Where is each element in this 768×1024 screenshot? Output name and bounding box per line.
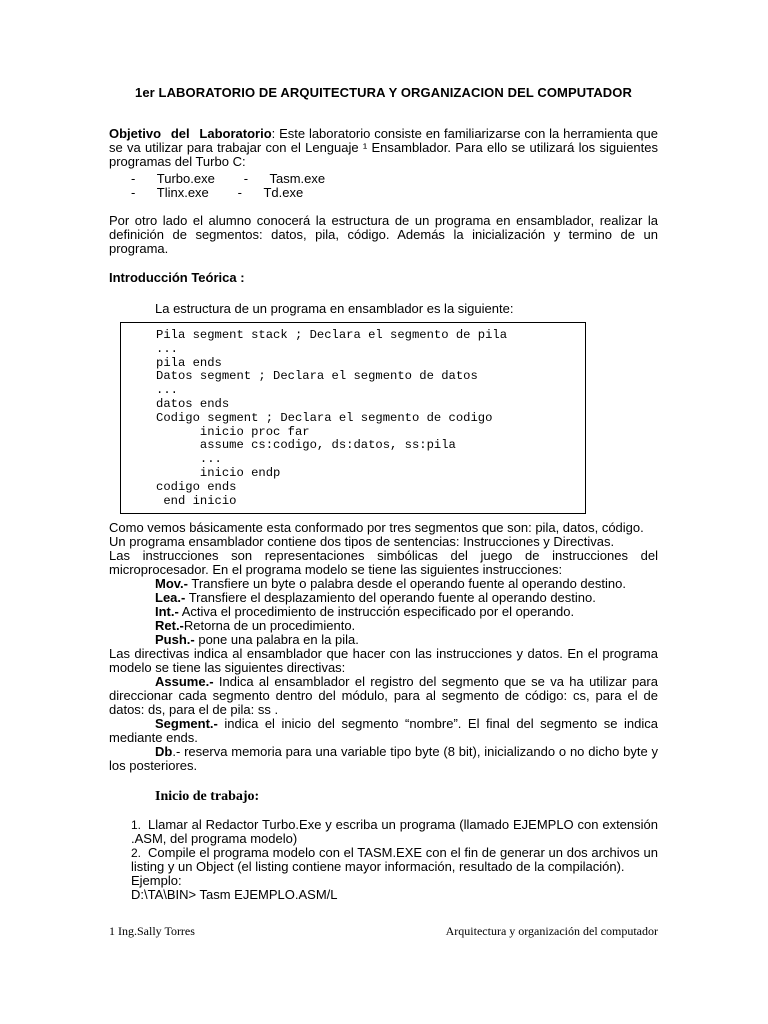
instruction-desc: Transfiere un byte o palabra desde el operando fuente al operando destino. — [187, 576, 626, 591]
intro-text-block — [109, 521, 658, 773]
trabajo-heading: Inicio de trabajo: — [155, 789, 260, 804]
instruction-item — [109, 619, 658, 633]
instruction-desc: Transfiere el desplazamiento del operando fuente al operando destino. — [185, 590, 596, 605]
directive-name: Db — [155, 744, 173, 759]
code-line: Pila segment stack ; Declara el segmento de pila — [156, 328, 508, 342]
objetivo-text: : Este laboratorio consiste en familiarizarse con la herramienta que se va utilizar para trabajar con el Lenguaje ¹ Ensamblador. Para ello se utilizará los siguientes programas del Turbo C: — [109, 126, 658, 169]
footer-author: 1 Ing.Sally Torres — [109, 924, 195, 938]
code-line: datos ends — [156, 396, 230, 411]
code-line: inicio endp — [156, 465, 281, 480]
step-number: 2. — [131, 846, 142, 860]
directive-desc: Indica al ensamblador el registro del segmento que se va ha utilizar para direccionar cada segmento dentro del módulo, para al segmento de código: cs, para el de datos: ds, para el de pila: ss . — [109, 674, 658, 717]
code-line: inicio proc far — [156, 424, 310, 439]
intro-lead: La estructura de un programa en ensamblador es la siguiente: — [155, 301, 514, 316]
instruction-name: Push.- — [155, 632, 195, 647]
objetivo-paragraph — [109, 127, 658, 169]
step-item — [131, 846, 658, 874]
ejemplo-command: D:\TA\BIN> Tasm EJEMPLO.ASM/L — [131, 887, 338, 902]
footer-course: Arquitectura y organización del computador — [445, 924, 658, 938]
intro-p3: Las instrucciones son representaciones simbólicas del juego de instrucciones del microprocesador. En el programa modelo se tiene las siguientes instrucciones: — [109, 548, 658, 577]
step-text: Llamar al Redactor Turbo.Exe y escriba un programa (llamado EJEMPLO con extensión .ASM, del programa modelo) — [131, 817, 658, 846]
objetivo-label: Objetivo del Laboratorio — [109, 126, 272, 141]
code-line: Codigo segment ; Declara el segmento de codigo — [156, 410, 493, 425]
list-item: - Tlinx.exe - Td.exe — [131, 185, 304, 200]
step-text: Compile el programa modelo con el TASM.EXE con el fin de generar un dos archivos un listing y un Object (el listing contiene mayor información, resultado de la compilación). — [131, 845, 658, 874]
code-line: codigo ends — [156, 479, 237, 494]
code-line: assume cs:codigo, ds:datos, ss:pila — [156, 438, 456, 453]
directive-item — [109, 717, 658, 745]
directive-item — [109, 745, 658, 773]
code-line: Datos segment ; Declara el segmento de datos — [156, 369, 478, 384]
instruction-desc: pone una palabra en la pila. — [194, 632, 359, 647]
code-line: ... — [156, 452, 222, 467]
directive-desc: indica el inicio del segmento “nombre”. El final del segmento se indica mediante ends. — [109, 716, 658, 745]
intro-p1: Como vemos básicamente esta conformado por tres segmentos que son: pila, datos, código. — [109, 520, 644, 535]
intro-p4: Las directivas indica al ensamblador que hacer con las instrucciones y datos. En el programa modelo se tiene las siguientes directivas: — [109, 646, 658, 675]
instruction-name: Mov.- — [155, 576, 188, 591]
code-box — [120, 322, 586, 514]
intro-p2: Un programa ensamblador contiene dos tipos de sentencias: Instrucciones y Directivas. — [109, 534, 615, 549]
directive-name: Segment.- — [155, 716, 218, 731]
instruction-item — [109, 591, 658, 605]
instruction-item — [109, 605, 658, 619]
instruction-name: Ret.- — [155, 618, 184, 633]
directive-desc: .- reserva memoria para una variable tipo byte (8 bit), inicializando o no dicho byte y los posteriores. — [109, 744, 658, 773]
code-line: ... — [156, 341, 178, 356]
code-line: pila ends — [156, 355, 222, 370]
instruction-name: Lea.- — [155, 590, 186, 605]
step-number: 1. — [131, 818, 142, 832]
page-footer — [109, 924, 658, 938]
instruction-item — [109, 577, 658, 591]
program-list — [131, 172, 325, 200]
ejemplo-label: Ejemplo: — [131, 873, 182, 888]
steps-list — [131, 818, 658, 902]
page-title: 1er LABORATORIO DE ARQUITECTURA Y ORGANIZACION DEL COMPUTADOR — [135, 85, 632, 100]
code-line: ... — [156, 383, 178, 398]
step-item — [131, 818, 658, 846]
code-line: end inicio — [156, 493, 237, 508]
instruction-desc: Activa el procedimiento de instrucción especificado por el operando. — [178, 604, 575, 619]
instruction-name: Int.- — [155, 604, 179, 619]
instruction-item — [109, 633, 658, 647]
directive-item — [109, 675, 658, 717]
directive-name: Assume.- — [155, 674, 214, 689]
list-item: - Turbo.exe - Tasm.exe — [131, 171, 326, 186]
instruction-desc: Retorna de un procedimiento. — [183, 618, 356, 633]
intro-heading: Introducción Teórica : — [109, 270, 245, 285]
objetivo-paragraph-2: Por otro lado el alumno conocerá la estructura de un programa en ensamblador, realizar la definición de segmentos: datos, pila, código. Además la inicialización y termino de un programa. — [109, 213, 658, 256]
